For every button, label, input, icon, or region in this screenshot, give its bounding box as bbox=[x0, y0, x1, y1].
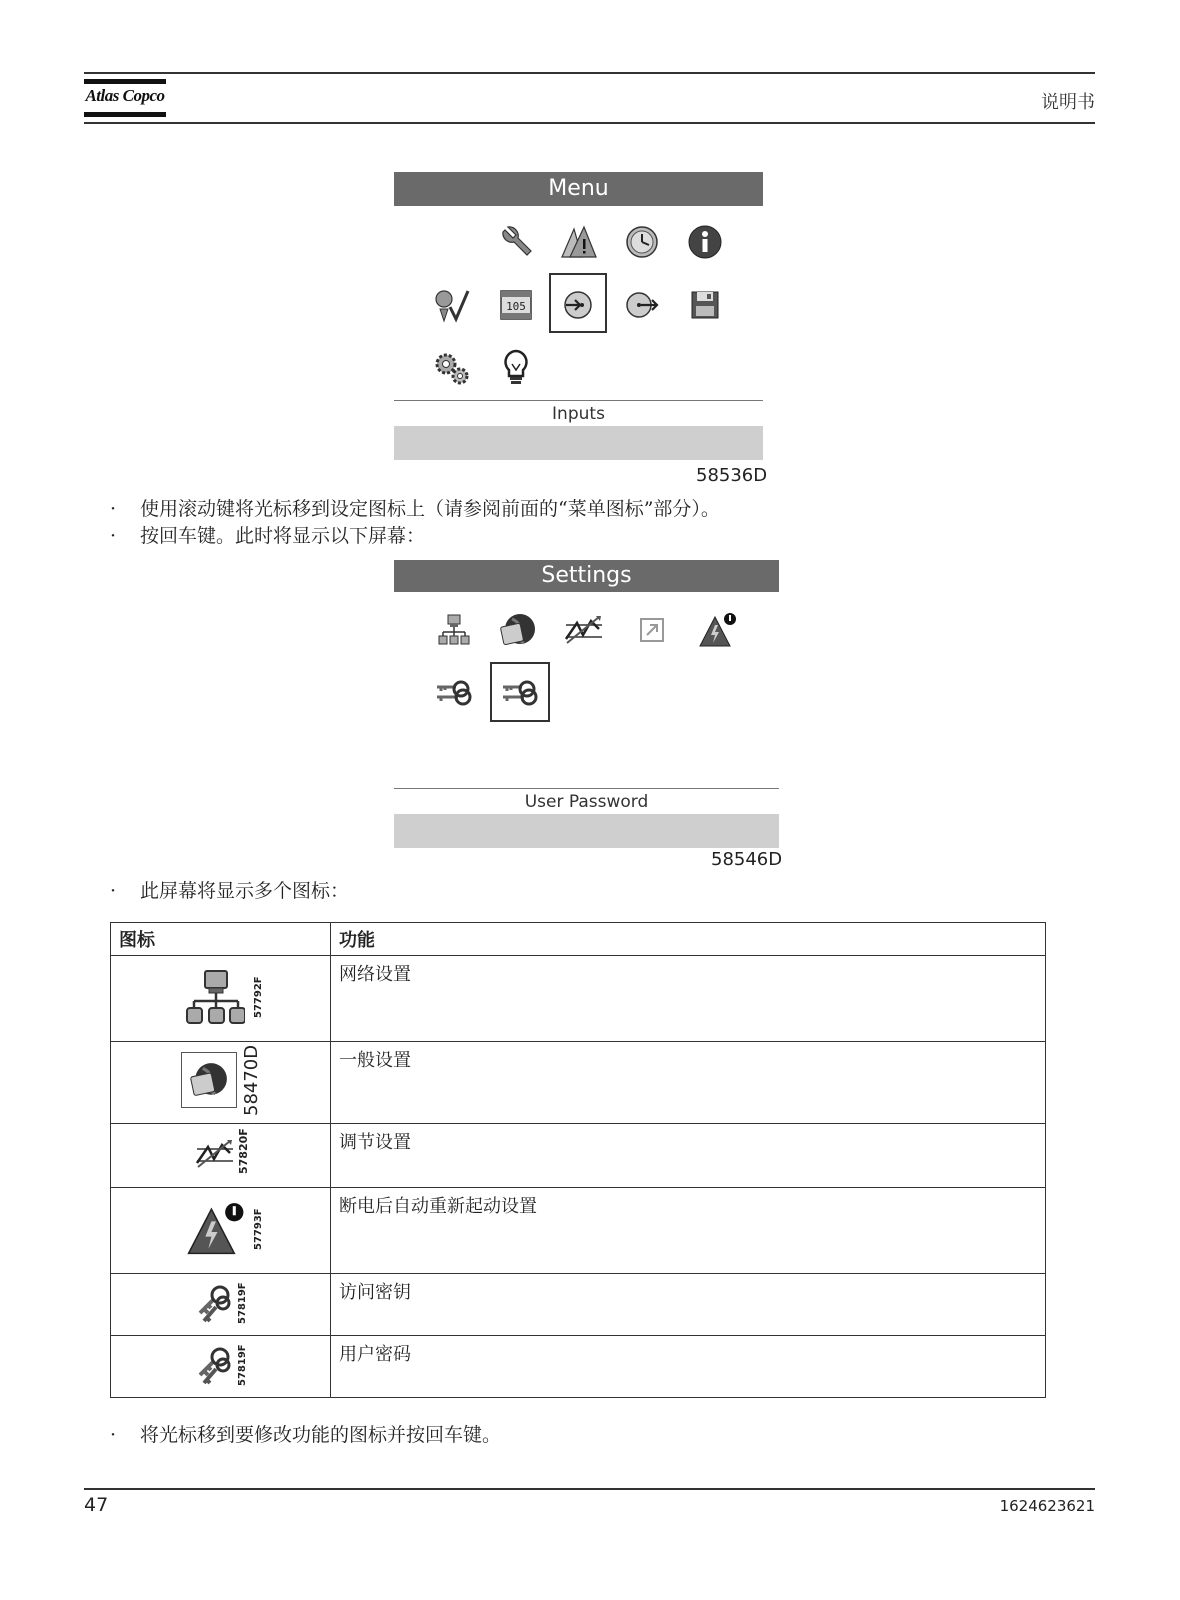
table-header-icon: 图标 bbox=[111, 923, 331, 956]
icon-code: 57793F bbox=[253, 1208, 264, 1250]
instruction-bullet-1: · 使用滚动键将光标移到设定图标上（请参阅前面的“菜单图标”部分）。 bbox=[110, 498, 720, 520]
function-text: 访问密钥 bbox=[331, 1274, 1046, 1336]
save-icon[interactable] bbox=[683, 283, 727, 327]
menu-label-divider bbox=[394, 400, 763, 401]
page-number: 47 bbox=[84, 1494, 109, 1516]
settings-label-divider bbox=[394, 788, 779, 789]
menu-screen bbox=[394, 172, 763, 462]
globe-icon[interactable] bbox=[496, 608, 540, 652]
atlas-copco-logo: Atlas Copco bbox=[84, 76, 166, 120]
network-icon bbox=[183, 966, 247, 1030]
menu-figure-code: 58536D bbox=[696, 465, 768, 486]
table-row bbox=[111, 1336, 1046, 1398]
user-password-icon bbox=[195, 1344, 239, 1388]
globe-icon bbox=[181, 1052, 237, 1108]
menu-selected-label: Inputs bbox=[552, 404, 605, 424]
instruction-bullet-2: · 按回车键。此时将显示以下屏幕： bbox=[110, 525, 426, 547]
icon-code: 58470D bbox=[241, 1044, 262, 1116]
table-row bbox=[111, 1042, 1046, 1124]
outputs-icon[interactable] bbox=[620, 283, 664, 327]
wrench-icon[interactable] bbox=[494, 220, 538, 264]
icon-code: 57819F bbox=[237, 1344, 248, 1386]
icon-code: 57819F bbox=[237, 1282, 248, 1324]
doc-title: 说明书 bbox=[1041, 92, 1095, 113]
inputs-icon[interactable] bbox=[556, 283, 600, 327]
access-key-icon[interactable] bbox=[432, 670, 476, 714]
menu-screen-title: Menu bbox=[394, 172, 763, 206]
menu-screen-footer bbox=[394, 426, 763, 460]
lightbulb-icon[interactable] bbox=[494, 346, 538, 390]
function-text: 调节设置 bbox=[331, 1124, 1046, 1188]
instruction-bullet-4: · 将光标移到要修改功能的图标并按回车键。 bbox=[110, 1424, 502, 1446]
settings-screen bbox=[394, 560, 779, 850]
header-rule-bottom bbox=[84, 122, 1095, 124]
regulation-icon[interactable] bbox=[562, 608, 606, 652]
service-check-icon[interactable] bbox=[430, 283, 474, 327]
regulation-icon bbox=[193, 1134, 237, 1174]
user-password-icon[interactable] bbox=[498, 670, 542, 714]
clock-icon[interactable] bbox=[620, 220, 664, 264]
counter-digits: 105 bbox=[506, 300, 526, 313]
settings-figure-code: 58546D bbox=[711, 849, 783, 870]
table-header-row bbox=[111, 923, 1046, 956]
network-icon[interactable] bbox=[432, 608, 476, 652]
function-text: 用户密码 bbox=[331, 1336, 1046, 1398]
function-text: 网络设置 bbox=[331, 956, 1046, 1042]
table-header-function: 功能 bbox=[331, 923, 1046, 956]
auto-restart-icon bbox=[183, 1198, 249, 1260]
header-rule-top bbox=[84, 72, 1095, 74]
settings-screen-title: Settings bbox=[394, 560, 779, 592]
settings-screen-footer bbox=[394, 814, 779, 848]
footer-rule bbox=[84, 1488, 1095, 1490]
table-row bbox=[111, 1274, 1046, 1336]
icon-code: 57792F bbox=[253, 976, 264, 1018]
auto-restart-icon[interactable] bbox=[696, 608, 740, 652]
counter-icon[interactable] bbox=[494, 283, 538, 327]
table-row bbox=[111, 1124, 1046, 1188]
function-text: 断电后自动重新起动设置 bbox=[331, 1188, 1046, 1274]
settings-icons-table bbox=[110, 922, 1046, 1398]
link-icon[interactable] bbox=[630, 608, 674, 652]
table-row bbox=[111, 1188, 1046, 1274]
icon-code: 57820F bbox=[237, 1128, 250, 1174]
settings-gears-icon[interactable] bbox=[430, 346, 474, 390]
document-number: 1624623621 bbox=[999, 1497, 1095, 1515]
info-icon[interactable] bbox=[683, 220, 727, 264]
access-key-icon bbox=[195, 1282, 239, 1326]
table-row bbox=[111, 956, 1046, 1042]
settings-selected-label: User Password bbox=[524, 792, 649, 812]
function-text: 一般设置 bbox=[331, 1042, 1046, 1124]
instruction-bullet-3: · 此屏幕将显示多个图标： bbox=[110, 880, 350, 902]
warning-triangles-icon[interactable] bbox=[556, 220, 600, 264]
